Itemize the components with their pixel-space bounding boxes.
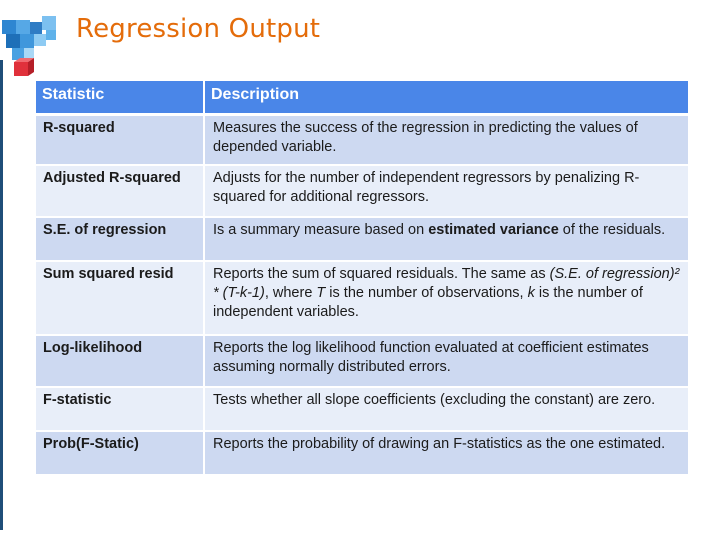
- description-cell: [205, 388, 688, 432]
- description-cell: [205, 262, 688, 336]
- table-header-row: [36, 81, 688, 116]
- column-header-description: Description: [205, 81, 688, 116]
- description-text: T: [316, 285, 326, 301]
- description-text: is the number of independent variables.: [213, 285, 643, 320]
- description-text: Measures the success of the regression in predicting the values of depended variable.: [213, 120, 638, 155]
- table-row: [36, 218, 688, 262]
- slide-title: Regression Output: [76, 14, 321, 44]
- table-row: [36, 388, 688, 432]
- description-text: (S.E. of regression)² * (T-k-1): [213, 266, 680, 301]
- description-cell: [205, 166, 688, 218]
- table-row: [36, 336, 688, 388]
- description-cell: [205, 218, 688, 262]
- description-text: Is a summary measure based on: [213, 222, 429, 238]
- statistic-cell: Prob(F-Static): [36, 432, 205, 476]
- statistic-cell: F-statistic: [36, 388, 205, 432]
- table-row: [36, 116, 688, 166]
- statistic-cell: Sum squared resid: [36, 262, 205, 336]
- statistic-cell: Log-likelihood: [36, 336, 205, 388]
- column-header-statistic: Statistic: [36, 81, 205, 116]
- regression-output-table: [36, 81, 688, 476]
- table-row: [36, 262, 688, 336]
- cube-blocks-icon: [0, 12, 72, 80]
- description-text: Reports the sum of squared residuals. The same as: [213, 266, 550, 282]
- statistic-cell: S.E. of regression: [36, 218, 205, 262]
- description-cell: [205, 336, 688, 388]
- description-text: is the number of observations,: [325, 285, 528, 301]
- description-cell: [205, 116, 688, 166]
- description-text: Adjusts for the number of independent regressors by penalizing R-squared for additional regressors.: [213, 170, 640, 205]
- description-cell: [205, 432, 688, 476]
- left-accent-rule: [0, 60, 3, 530]
- description-text: estimated variance: [428, 222, 559, 238]
- description-text: , where: [264, 285, 317, 301]
- table-row: [36, 166, 688, 218]
- description-text: Reports the probability of drawing an F-statistics as the one estimated.: [213, 436, 666, 452]
- statistic-cell: Adjusted R-squared: [36, 166, 205, 218]
- statistic-cell: R-squared: [36, 116, 205, 166]
- description-text: Reports the log likelihood function evaluated at coefficient estimates assuming normally distributed errors.: [213, 340, 649, 375]
- description-text: Tests whether all slope coefficients (excluding the constant) are zero.: [213, 392, 656, 408]
- table-row: [36, 432, 688, 476]
- description-text: of the residuals.: [558, 222, 666, 238]
- description-text: k: [527, 285, 535, 301]
